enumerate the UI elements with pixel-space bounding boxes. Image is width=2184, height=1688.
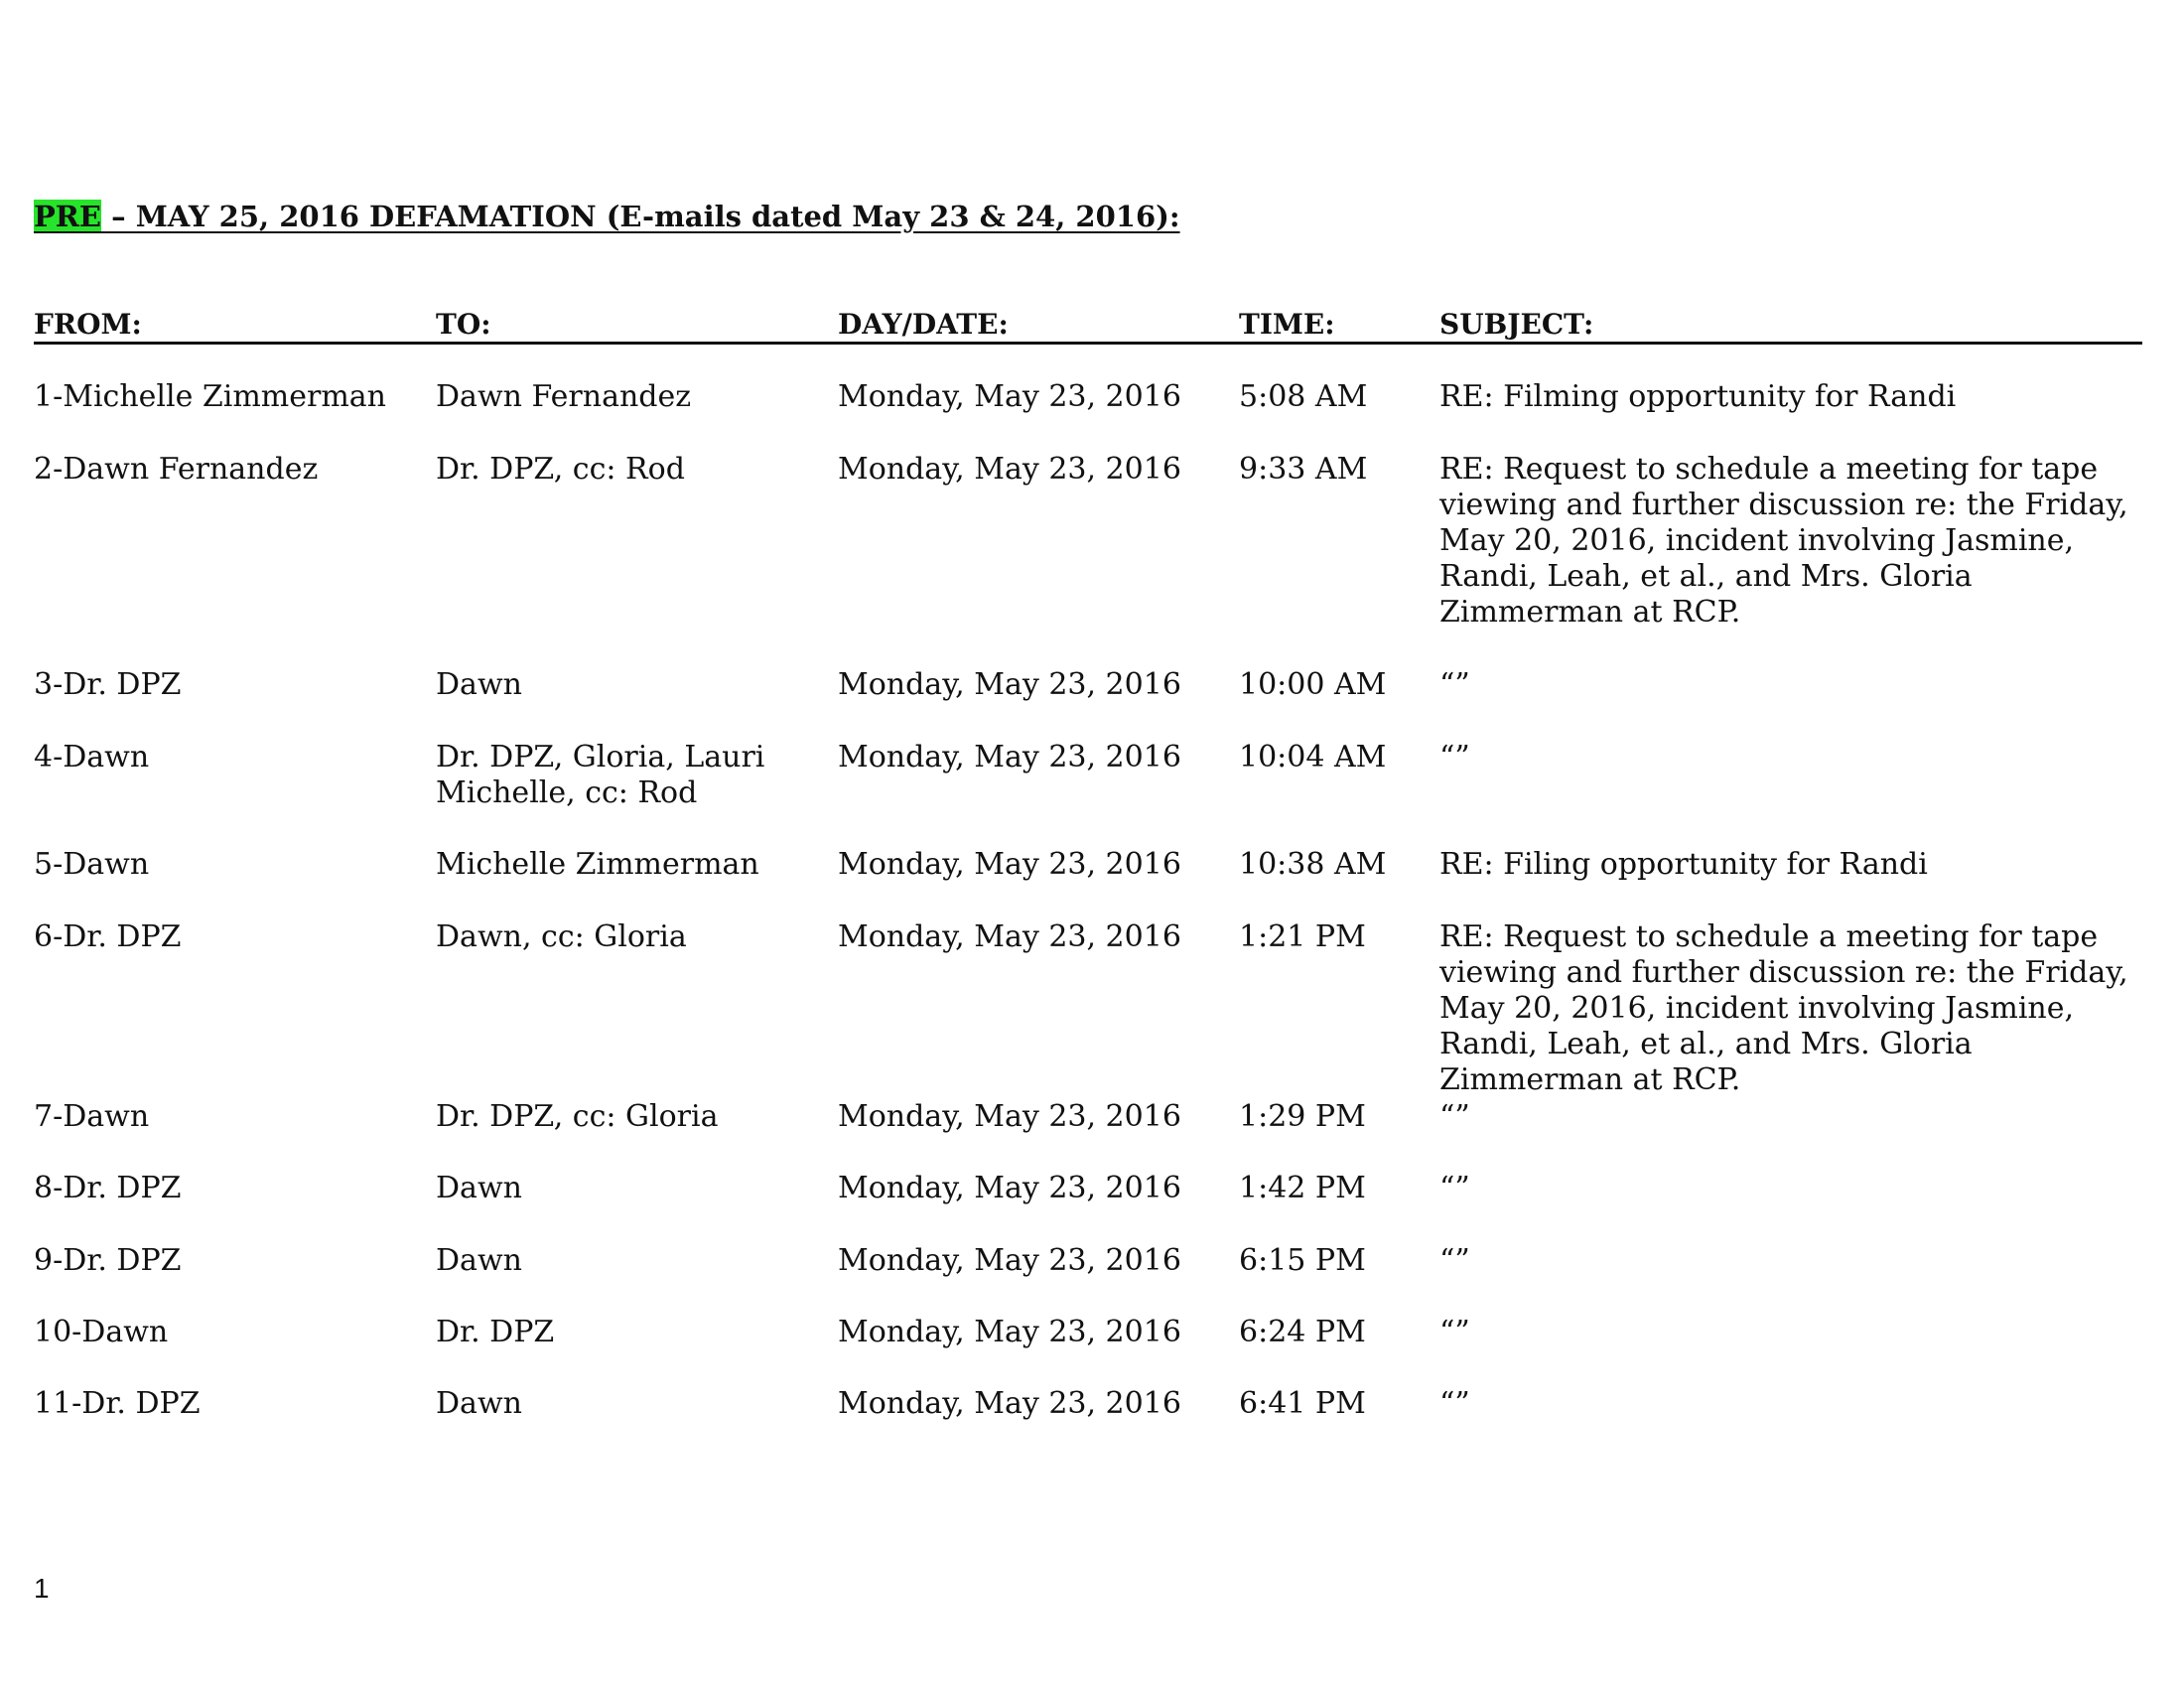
cell-subject: “” xyxy=(1439,1171,1470,1205)
cell-time: 10:04 AM xyxy=(1239,740,1387,774)
cell-to: Dawn, cc: Gloria xyxy=(436,919,687,954)
cell-to: Dr. DPZ, cc: Gloria xyxy=(436,1099,719,1134)
table-header xyxy=(34,308,2142,345)
cell-time: 6:41 PM xyxy=(1239,1386,1366,1421)
cell-time: 1:29 PM xyxy=(1239,1099,1366,1134)
cell-time: 5:08 AM xyxy=(1239,379,1368,414)
cell-date: Monday, May 23, 2016 xyxy=(838,1099,1181,1134)
header-from: FROM: xyxy=(34,308,142,341)
cell-subject: “” xyxy=(1439,740,1470,774)
cell-subject: “” xyxy=(1439,1315,1470,1349)
cell-subject: “” xyxy=(1439,1099,1470,1134)
header-date: DAY/DATE: xyxy=(838,308,1009,341)
cell-subject: RE: Filming opportunity for Randi xyxy=(1439,379,1957,414)
cell-from: 1-Michelle Zimmerman xyxy=(34,379,386,414)
header-subject: SUBJECT: xyxy=(1439,308,1594,341)
cell-from: 9-Dr. DPZ xyxy=(34,1243,182,1278)
cell-subject: “” xyxy=(1439,667,1470,702)
cell-date: Monday, May 23, 2016 xyxy=(838,1386,1181,1421)
cell-subject: RE: Request to schedule a meeting for tape viewing and further discussion re: the Friday, May 20, 2016, incident involving Jasmine, Randi, Leah, et al., and Mrs. Gloria Zimmerman at RCP. xyxy=(1439,919,2128,1097)
cell-date: Monday, May 23, 2016 xyxy=(838,740,1181,774)
cell-date: Monday, May 23, 2016 xyxy=(838,379,1181,414)
cell-subject: “” xyxy=(1439,1386,1470,1421)
cell-to: Dawn xyxy=(436,1386,522,1421)
page-number: 1 xyxy=(34,1573,50,1604)
document-title xyxy=(34,200,1180,233)
cell-time: 6:24 PM xyxy=(1239,1315,1366,1349)
cell-date: Monday, May 23, 2016 xyxy=(838,1315,1181,1349)
cell-from: 3-Dr. DPZ xyxy=(34,667,182,702)
cell-time: 1:42 PM xyxy=(1239,1171,1366,1205)
cell-date: Monday, May 23, 2016 xyxy=(838,667,1181,702)
header-to: TO: xyxy=(436,308,491,341)
cell-date: Monday, May 23, 2016 xyxy=(838,919,1181,954)
cell-from: 2-Dawn Fernandez xyxy=(34,452,319,487)
cell-from: 7-Dawn xyxy=(34,1099,150,1134)
cell-time: 10:00 AM xyxy=(1239,667,1387,702)
cell-time: 1:21 PM xyxy=(1239,919,1366,954)
cell-date: Monday, May 23, 2016 xyxy=(838,1243,1181,1278)
cell-subject: “” xyxy=(1439,1243,1470,1278)
cell-from: 10-Dawn xyxy=(34,1315,169,1349)
cell-subject: RE: Request to schedule a meeting for tape viewing and further discussion re: the Friday, May 20, 2016, incident involving Jasmine, Randi, Leah, et al., and Mrs. Gloria Zimmerman at RCP. xyxy=(1439,452,2128,630)
cell-time: 10:38 AM xyxy=(1239,847,1387,882)
cell-date: Monday, May 23, 2016 xyxy=(838,1171,1181,1205)
cell-subject: RE: Filing opportunity for Randi xyxy=(1439,847,1928,882)
cell-to: Dawn xyxy=(436,667,522,702)
cell-to: Dr. DPZ, Gloria, Lauri Michelle, cc: Rod xyxy=(436,740,765,810)
title-text: – MAY 25, 2016 DEFAMATION (E-mails dated May 23 & 24, 2016): xyxy=(101,200,1180,233)
cell-to: Dr. DPZ, cc: Rod xyxy=(436,452,685,487)
cell-from: 4-Dawn xyxy=(34,740,150,774)
cell-from: 11-Dr. DPZ xyxy=(34,1386,201,1421)
header-time: TIME: xyxy=(1239,308,1335,341)
cell-to: Dawn xyxy=(436,1171,522,1205)
cell-to: Dawn xyxy=(436,1243,522,1278)
cell-date: Monday, May 23, 2016 xyxy=(838,452,1181,487)
cell-time: 9:33 AM xyxy=(1239,452,1368,487)
cell-date: Monday, May 23, 2016 xyxy=(838,847,1181,882)
cell-to: Dawn Fernandez xyxy=(436,379,692,414)
cell-from: 8-Dr. DPZ xyxy=(34,1171,182,1205)
cell-to: Dr. DPZ xyxy=(436,1315,555,1349)
cell-to: Michelle Zimmerman xyxy=(436,847,759,882)
cell-from: 5-Dawn xyxy=(34,847,150,882)
cell-from: 6-Dr. DPZ xyxy=(34,919,182,954)
title-highlight: PRE xyxy=(34,200,102,233)
cell-time: 6:15 PM xyxy=(1239,1243,1366,1278)
